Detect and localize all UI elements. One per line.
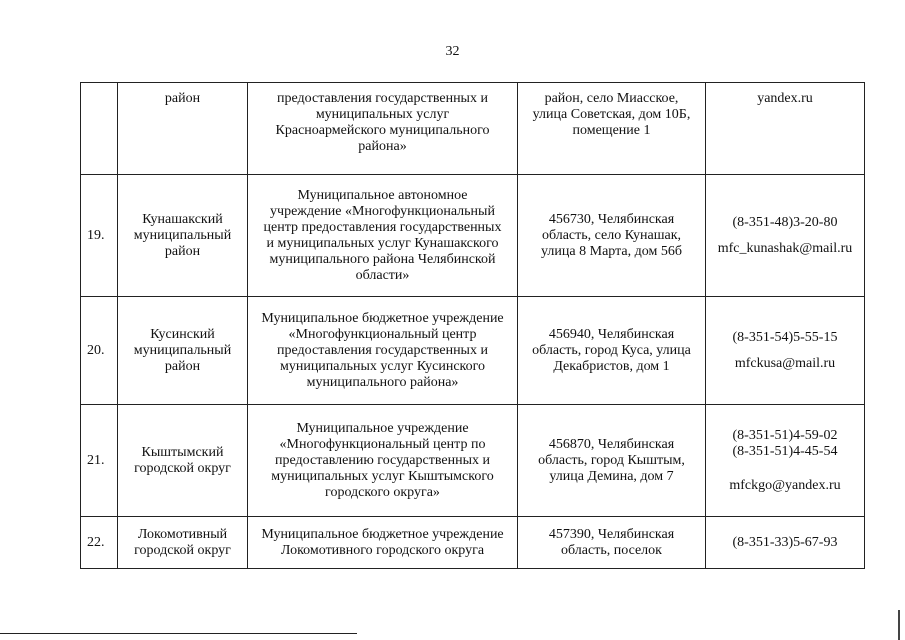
table-row bbox=[81, 405, 865, 517]
table-row bbox=[81, 83, 865, 175]
registry-body bbox=[81, 83, 865, 569]
address: 456870, Челябинская область, город Кыштым, улица Демина, дом 7 bbox=[518, 405, 706, 517]
contacts-cell bbox=[706, 83, 865, 175]
contact-spacer bbox=[709, 346, 861, 356]
phone-number: (8-351-33)5-67-93 bbox=[732, 534, 838, 550]
row-number bbox=[81, 83, 118, 175]
row-number: 19. bbox=[81, 175, 118, 297]
phone-number: (8-351-54)5-55-15 bbox=[732, 329, 838, 345]
row-number: 21. bbox=[81, 405, 118, 517]
phone-number: (8-351-51)4-59-02 bbox=[732, 427, 838, 443]
address: 456940, Челябинская область, город Куса, улица Декабристов, дом 1 bbox=[518, 297, 706, 405]
address: 456730, Челябинская область, село Кунашак, улица 8 Марта, дом 56б bbox=[518, 175, 706, 297]
contacts-cell bbox=[706, 517, 865, 569]
page-number: 32 bbox=[445, 44, 460, 59]
contacts-cell bbox=[706, 175, 865, 297]
district-name: Кусинский муниципальный район bbox=[118, 297, 248, 405]
email-address: yandex.ru bbox=[757, 91, 813, 106]
organization-name: предоставления государственных и муниципальных услуг Красноармейского муниципального района» bbox=[248, 83, 518, 175]
email-address: mfckusa@mail.ru bbox=[734, 355, 836, 371]
contacts-cell bbox=[706, 297, 865, 405]
email-address: mfckgo@yandex.ru bbox=[729, 477, 841, 493]
organization-name: Муниципальное учреждение «Многофункциональный центр по предоставлению государственных и муниципальных услуг Кыштымского городского округа» bbox=[248, 405, 518, 517]
table-row bbox=[81, 175, 865, 297]
contacts-cell bbox=[706, 405, 865, 517]
scan-edge-mark bbox=[898, 610, 900, 640]
table-row bbox=[81, 517, 865, 569]
footnote-rule bbox=[0, 633, 357, 634]
district-name: Кыштымский городской округ bbox=[118, 405, 248, 517]
table-row bbox=[81, 297, 865, 405]
email-address: mfc_kunashak@mail.ru bbox=[717, 240, 853, 256]
phone-number: (8-351-48)3-20-80 bbox=[732, 214, 838, 230]
organization-name: Муниципальное бюджетное учреждение Локомотивного городского округа bbox=[248, 517, 518, 569]
contact-spacer bbox=[709, 231, 861, 241]
organization-name: Муниципальное бюджетное учреждение «Многофункциональный центр предоставления государственных и муниципальных услуг Кусинского муниципального района» bbox=[248, 297, 518, 405]
row-number: 20. bbox=[81, 297, 118, 405]
district-name: Кунашакский муниципальный район bbox=[118, 175, 248, 297]
contact-spacer bbox=[709, 460, 861, 478]
district-name: Локомотивный городской округ bbox=[118, 517, 248, 569]
address: район, село Миасское, улица Советская, дом 10Б, помещение 1 bbox=[518, 83, 706, 175]
phone-number: (8-351-51)4-45-54 bbox=[732, 443, 838, 459]
organization-name: Муниципальное автономное учреждение «Многофункциональный центр предоставления государственных и муниципальных услуг Кунашакского муниципального района Челябинской области» bbox=[248, 175, 518, 297]
mfc-registry-table bbox=[80, 82, 865, 569]
row-number: 22. bbox=[81, 517, 118, 569]
address: 457390, Челябинская область, поселок bbox=[518, 517, 706, 569]
district-name: район bbox=[118, 83, 248, 175]
